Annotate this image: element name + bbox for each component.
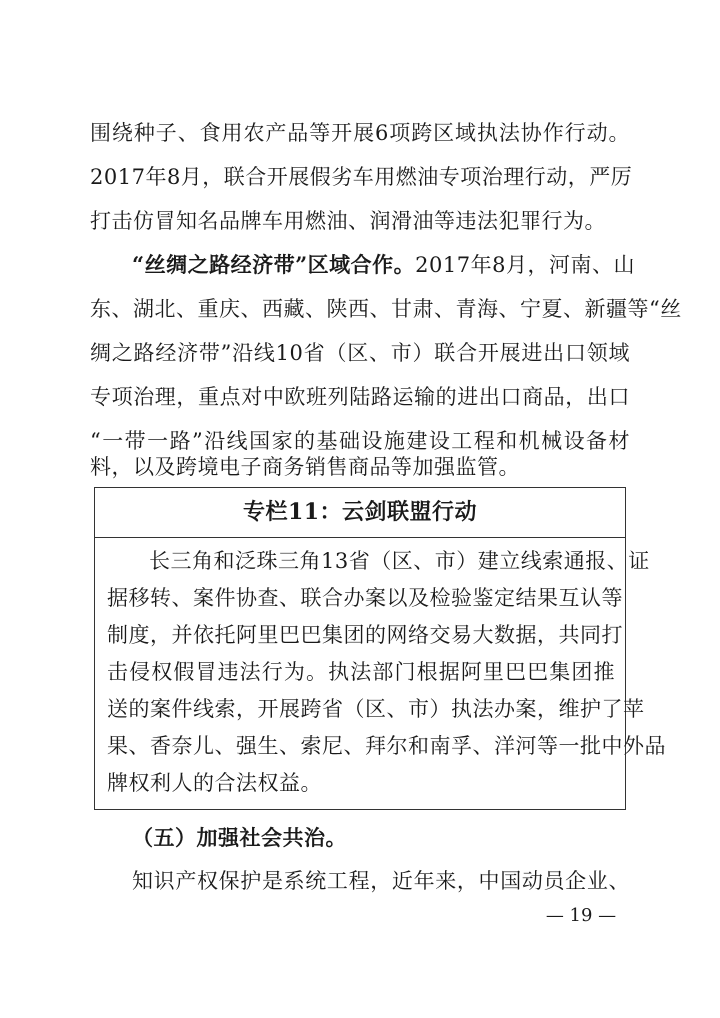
section-heading: （五）加强社会共治。 — [132, 825, 347, 850]
column-box-title-row — [95, 488, 625, 538]
column-box-line-1: 长三角和泛珠三角13省（区、市）建立线索通报、证 — [149, 549, 650, 573]
silk-road-first-rest: 2017年8月，河南、山 — [415, 253, 635, 277]
column-box-line-2: 据移转、案件协查、联合办案以及检验鉴定结果互认等 — [107, 586, 623, 610]
column-box-line-4: 击侵权假冒违法行为。执法部门根据阿里巴巴集团推 — [107, 660, 615, 684]
column-box-line-5: 送的案件线索，开展跨省（区、市）执法办案，维护了苹 — [107, 697, 645, 721]
body-line-3: 打击仿冒知名品牌车用燃油、润滑油等违法犯罪行为。 — [90, 209, 606, 233]
closing-line: 知识产权保护是系统工程，近年来，中国动员企业、 — [132, 869, 630, 893]
column-box — [94, 487, 666, 810]
body-line-1: 围绕种子、食用农产品等开展6项跨区域执法协作行动。 — [90, 121, 630, 145]
column-box-title: 专栏11：云剑联盟行动 — [242, 499, 478, 525]
silk-road-first-line — [132, 250, 635, 280]
silk-road-line-3: 绸之路经济带”沿线10省（区、市）联合开展进出口领域 — [90, 341, 630, 365]
column-box-line-6: 果、香奈儿、强生、索尼、拜尔和南孚、洋河等一批中外品 — [107, 734, 666, 758]
silk-road-line-2: 东、湖北、重庆、西藏、陕西、甘肃、青海、宁夏、新疆等“丝 — [90, 297, 682, 321]
silk-road-line-4: 专项治理，重点对中欧班列陆路运输的进出口商品，出口 — [90, 385, 630, 409]
page-number: — 19 — — [545, 905, 617, 926]
column-box-line-3: 制度，并依托阿里巴巴集团的网络交易大数据，共同打 — [107, 623, 623, 647]
silk-road-line-6: 料，以及跨境电子商务销售商品等加强监管。 — [90, 455, 520, 479]
body-line-2: 2017年8月，联合开展假劣车用燃油专项治理行动，严厉 — [90, 165, 633, 189]
silk-road-line-5: “一带一路”沿线国家的基础设施建设工程和机械设备材 — [90, 429, 630, 453]
column-box-line-7: 牌权利人的合法权益。 — [107, 771, 322, 795]
silk-road-heading: “丝绸之路经济带”区域合作。 — [132, 252, 416, 277]
